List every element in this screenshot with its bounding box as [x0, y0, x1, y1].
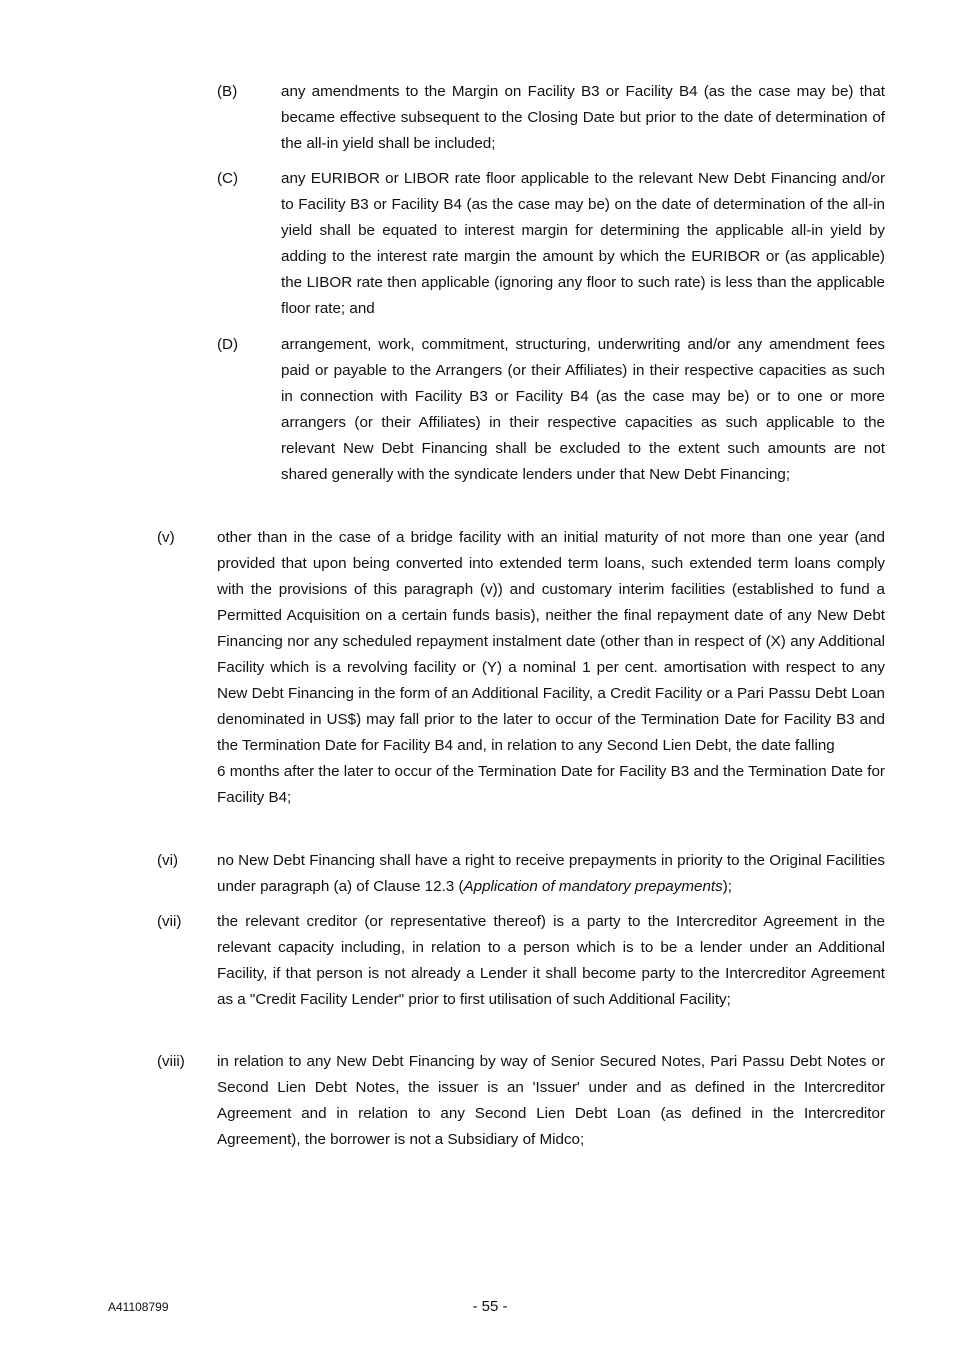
paragraph-v-text	[217, 525, 885, 811]
paragraph-vi-label: (vi)	[157, 852, 179, 869]
paragraph-viii-text: in relation to any New Debt Financing by way of Senior Secured Notes, Pari Passu Debt Notes or Second Lien Debt Notes, the issuer is an 'Issuer' under and as defined in the Intercreditor Agreement and in relation to any Second Lien Debt Loan (as defined in the Intercreditor Agreement), the borrower is not a Subsidiary of Midco;	[217, 1053, 885, 1148]
paragraph-vii-label: (vii)	[157, 913, 182, 930]
paragraph-d	[217, 332, 885, 488]
paragraph-vi	[157, 848, 885, 900]
paragraph-c	[217, 166, 885, 322]
paragraph-v-text-part2: 6 months after the later to occur of the Termination Date for Facility B3 and the Termination Date for Facility B4;	[217, 763, 885, 806]
paragraph-vi-text-after: );	[722, 878, 732, 895]
page-number: - 55 -	[472, 1298, 508, 1315]
paragraph-d-text: arrangement, work, commitment, structuring, underwriting and/or any amendment fees paid or payable to the Arrangers (or their Affiliates) in their respective capacities as such in connection with Facility B3 or Facility B4 (as the case may be) or to one or more arrangers (or their Affiliates) in their respective capacities as such applicable to the relevant New Debt Financing shall be excluded to the extent such amounts are not shared generally with the syndicate lenders under that New Debt Financing;	[281, 336, 885, 483]
paragraph-v-label: (v)	[157, 529, 175, 546]
paragraph-viii	[157, 1049, 885, 1153]
paragraph-d-label: (D)	[217, 336, 239, 353]
paragraph-vii	[157, 909, 885, 1013]
paragraph-v	[157, 525, 885, 811]
paragraph-b-label: (B)	[217, 83, 238, 100]
paragraph-c-label: (C)	[217, 170, 239, 187]
paragraph-viii-label: (viii)	[157, 1053, 185, 1070]
paragraph-c-text: any EURIBOR or LIBOR rate floor applicable to the relevant New Debt Financing and/or to Facility B3 or Facility B4 (as the case may be) on the date of determination of the all-in yield shall be equated to interest margin for determining the applicable all-in yield by adding to the interest rate margin the amount by which the EURIBOR or (as applicable) the LIBOR rate then applicable (ignoring any floor to such rate) is less than the applicable floor rate; and	[281, 170, 885, 317]
paragraph-vi-text-before: no New Debt Financing shall have a right to receive prepayments in priority to the Original Facilities under paragraph (a) of Clause 12.3 (	[217, 852, 885, 895]
paragraph-v-text-part1: other than in the case of a bridge facility with an initial maturity of not more than one year (and provided that upon being converted into extended term loans, such extended term loans comply with the provisions of this paragraph (v)) and customary interim facilities (established to fund a Permitted Acquisition on a certain funds basis), neither the final repayment date of any New Debt Financing nor any scheduled repayment instalment date (other than in respect of (X) any Additional Facility which is a revolving facility or (Y) a nominal 1 per cent. amortisation with respect to any New Debt Financing in the form of an Additional Facility, a Credit Facility or a Pari Passu Debt Loan denominated in US$) may fall prior to the later to occur of the Termination Date for Facility B3 and the Termination Date for Facility B4 and, in relation to any Second Lien Debt, the date falling	[217, 529, 885, 754]
paragraph-vi-text	[217, 848, 885, 900]
paragraph-b-text: any amendments to the Margin on Facility B3 or Facility B4 (as the case may be) that became effective subsequent to the Closing Date but prior to the date of determination of the all-in yield shall be included;	[281, 83, 885, 152]
paragraph-b	[217, 79, 885, 157]
document-reference: A41108799	[108, 1300, 169, 1314]
clause-reference-italic: Application of mandatory prepayments	[463, 878, 723, 895]
paragraph-vii-text: the relevant creditor (or representative thereof) is a party to the Intercreditor Agreement in the relevant capacity including, in relation to a person which is to be a lender under an Additional Facility, if that person is not already a Lender it shall become party to the Intercreditor Agreement as a "Credit Facility Lender" prior to first utilisation of such Additional Facility;	[217, 913, 885, 1008]
